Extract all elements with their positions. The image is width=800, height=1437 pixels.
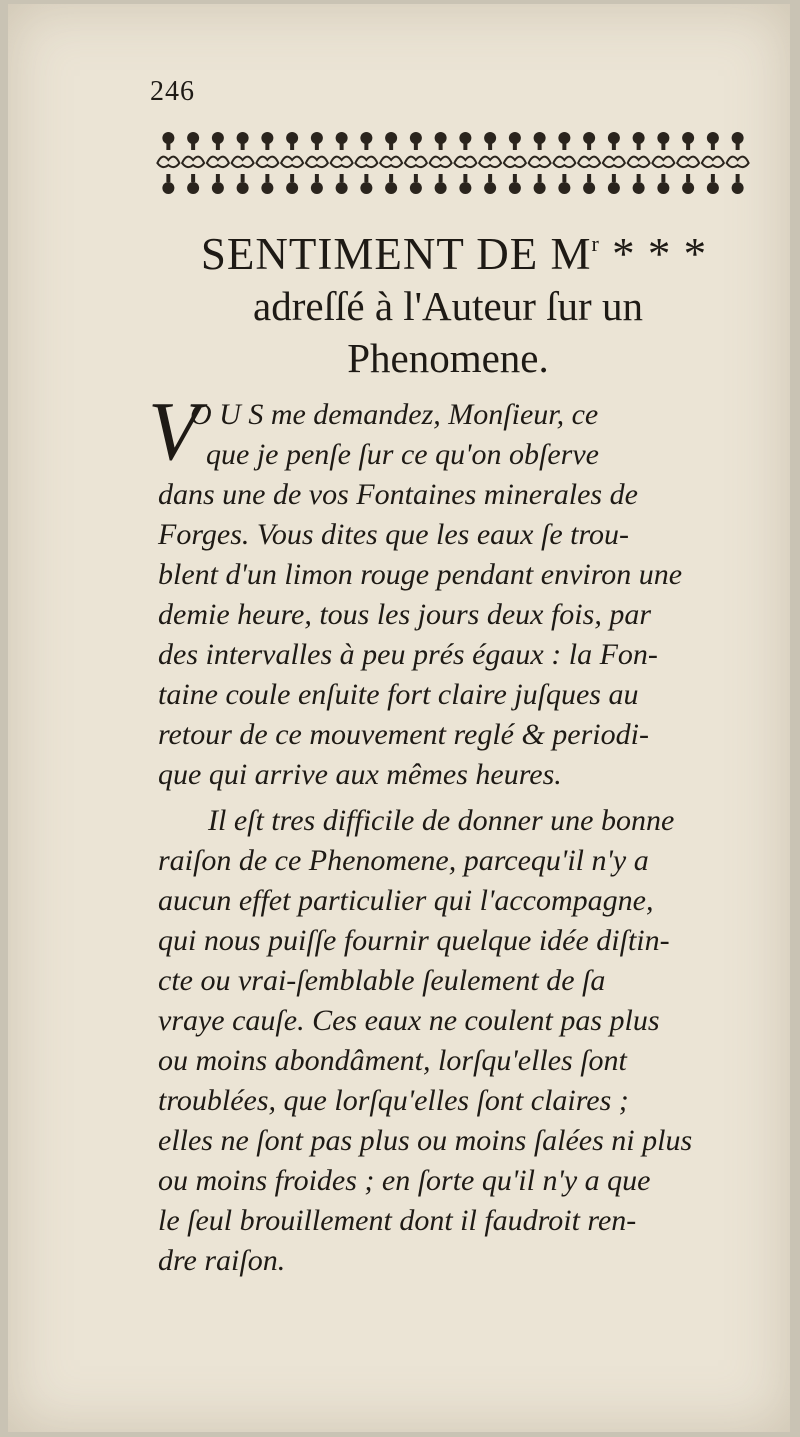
- text-line: raiſon de ce Phenomene, parcequ'il n'y a: [158, 844, 649, 877]
- text-line: blent d'un limon rouge pendant environ une: [158, 558, 683, 591]
- text-line: O U S me demandez, Monſieur, ce: [190, 398, 599, 431]
- text-line: taine coule enſuite fort claire juſques au: [158, 678, 639, 711]
- text-line: dre raiſon.: [158, 1244, 286, 1277]
- subtitle-line-1: adreſſé à l'Auteur ſur un: [253, 283, 643, 329]
- text-line: le ſeul brouillement dont il faudroit ren-: [158, 1204, 637, 1237]
- text-line: aucun effet particulier qui l'accompagne,: [158, 884, 654, 917]
- text-line: retour de ce mouvement reglé & periodi-: [158, 718, 649, 751]
- text-line: elles ne ſont pas plus ou moins ſalées ni plus: [158, 1124, 693, 1157]
- body-text: [158, 4, 758, 1432]
- title-superscript: r: [591, 231, 600, 256]
- page-number: 246: [150, 76, 195, 107]
- text-line: Il eſt tres difficile de donner une bonne: [208, 804, 675, 837]
- text-line: que je penſe ſur ce qu'on obſerve: [206, 438, 599, 471]
- text-line: dans une de vos Fontaines minerales de: [158, 478, 638, 511]
- subtitle-line-2: Phenomene.: [347, 335, 549, 381]
- text-line: troublées, que lorſqu'elles ſont claires ;: [158, 1084, 629, 1117]
- text-line: cte ou vrai-ſemblable ſeulement de ſa: [158, 964, 606, 997]
- text-line: des intervalles à peu prés égaux : la Fon-: [158, 638, 658, 671]
- drop-cap: V: [148, 385, 200, 478]
- text-line: vraye cauſe. Ces eaux ne coulent pas plus: [158, 1004, 660, 1037]
- text-line: qui nous puiſſe fournir quelque idée diſtin-: [158, 924, 670, 957]
- title-text: SENTIMENT DE M: [200, 229, 592, 279]
- text-line: ou moins abondâment, lorſqu'elles ſont: [158, 1044, 627, 1077]
- title-stars: * * *: [612, 229, 708, 279]
- text-line: demie heure, tous les jours deux fois, par: [158, 598, 651, 631]
- text-line: que qui arrive aux mêmes heures.: [158, 758, 562, 791]
- text-line: Forges. Vous dites que les eaux ſe trou-: [158, 518, 630, 551]
- book-page: [8, 4, 790, 1432]
- text-line: ou moins froides ; en ſorte qu'il n'y a que: [158, 1164, 651, 1197]
